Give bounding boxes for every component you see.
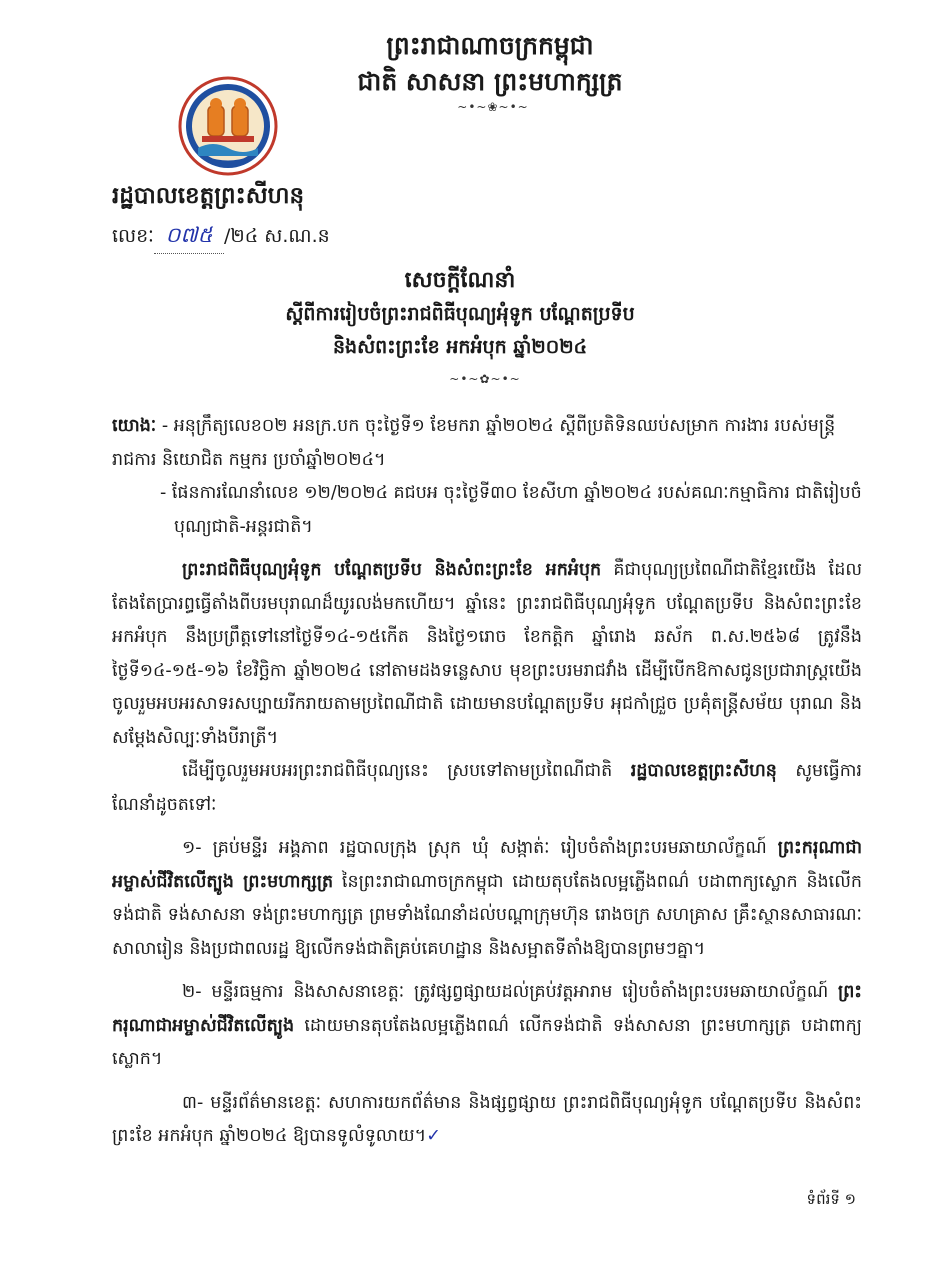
item-2-bold: ព្រះករុណាជាអម្ចាស់ជីវិតលើត្បូង: [112, 982, 862, 1036]
reference-item: - ផែនការណែនាំលេខ ១២/២០២៤ គជបអ ចុះថ្ងៃទី៣០ ខែសីហា ឆ្នាំ២០២៤ របស់គណៈកម្មាធិការ ជាតិរៀបចំបុណ្យជាតិ-អន្តរជាតិ។: [160, 483, 862, 537]
item-3-text: ៣- មន្ទីរព័ត៌មានខេត្តៈ សហការយកព័ត៌មាន និងផ្សព្វផ្សាយ ព្រះរាជពិធីបុណ្យអុំទូក បណ្តែតប្រទីប និងសំពះព្រះខែ អកអំបុក ឆ្នាំ២០២៤ ឱ្យបានទូលំទូលាយ។: [112, 1092, 862, 1146]
intro-bold: ព្រះរាជពិធីបុណ្យអុំទូក បណ្តែតប្រទីប និងសំពះព្រះខែ អកអំបុក: [182, 560, 602, 580]
initial-signature-mark: ✓: [426, 1126, 441, 1146]
intro-paragraph: [112, 554, 862, 755]
page-number: ទំព័រទី ១: [806, 1190, 856, 1208]
item-1-bold: ព្រះករុណាជាអម្ចាស់ជីវិតលើត្បូង ព្រះមហាក្សត្រ: [112, 838, 862, 892]
document-body: [112, 410, 862, 1154]
instruction-item-2: [112, 976, 862, 1077]
references-label: យោងៈ: [112, 416, 157, 436]
document-title: [200, 262, 720, 364]
handwritten-ref-number: ០៧៥: [154, 222, 224, 254]
instruction-item-3: [112, 1087, 862, 1154]
ref-prefix: លេខៈ: [112, 225, 154, 247]
title-subject: ស្តីពីការរៀបចំព្រះរាជពិធីបុណ្យអុំទូក បណ្តែតប្រទីប: [285, 303, 635, 325]
title-subject-cont: និងសំពះព្រះខែ អកអំបុក ឆ្នាំ២០២៤: [332, 336, 588, 358]
national-motto: ជាតិ សាសនា ព្រះមហាក្សត្រ: [357, 67, 623, 96]
provincial-seal-logo: [178, 76, 278, 176]
instruction-lead-paragraph: [112, 755, 862, 822]
lead-text: ដើម្បីចូលរួមអបអរព្រះរាជពិធីបុណ្យនេះ ស្របទៅតាមប្រពៃណីជាតិ: [182, 761, 631, 781]
title-main: សេចក្តីណែនាំ: [404, 267, 516, 293]
ref-suffix: /២៤ ស.ណ.ន: [223, 225, 330, 247]
item-1-text: ១- គ្រប់មន្ទីរ អង្គភាព រដ្ឋបាលក្រុង ស្រុក ឃុំ សង្កាត់ៈ រៀបចំតាំងព្រះបរមឆាយាល័ក្ខណ៍: [182, 838, 778, 858]
reference-number-line: [112, 222, 330, 254]
references-block: [112, 410, 862, 544]
header-ornament: ~•~❀~•~: [457, 100, 529, 114]
reference-item: - អនុក្រឹត្យលេខ០២ អនក្រ.បក ចុះថ្ងៃទី១ ខែមករា ឆ្នាំ២០២៤ ស្តីពីប្រតិទិនឈប់សម្រាក ការងារ របស់មន្ត្រីរាជការ និយោជិត កម្មករ ប្រចាំឆ្នាំ២០២៤។: [112, 416, 836, 470]
item-2-text-end: ដោយមានតុបតែងលម្អភ្លើងពណ៌ លើកទង់ជាតិ ទង់សាសនា ព្រះមហាក្សត្រ បដាពាក្យស្លោក។: [112, 1015, 862, 1069]
title-ornament: ~•~✿~•~: [449, 372, 521, 386]
lead-authority: រដ្ឋបាលខេត្តព្រះសីហនុ: [630, 761, 777, 781]
intro-text: គឺជាបុណ្យប្រពៃណីជាតិខ្មែរយើង ដែលតែងតែប្រារព្ធធ្វើតាំងពីបរមបុរាណដ៏យូរលង់មកហើយ។ ឆ្នាំនេះ ព្រះរាជពិធីបុណ្យអុំទូក បណ្តែតប្រទីប និងសំពះព្រះខែ អកអំបុក នឹងប្រព្រឹត្តទៅនៅថ្ងៃទី១៤-១៥កើត និងថ្ងៃ១រោច ខែកត្តិក ឆ្នាំរោង ឆស័ក ព.ស.២៥៦៨ ត្រូវនឹងថ្ងៃទី១៤-១៥-១៦ ខែវិច្ឆិកា ឆ្នាំ២០២៤ នៅតាមដងទន្លេសាប មុខព្រះបរមរាជវាំង ដើម្បីបើកឱកាសជូនប្រជារាស្រ្តយើងចូលរួមអបអរសាទរសប្បាយរីករាយតាមប្រពៃណីជាតិ ដោយមានបណ្តែតប្រទីប អុជកាំជ្រួច ប្រគុំតន្ត្រីសម័យ បុរាណ និងសម្តែងសិល្បៈទាំងបីរាត្រី។: [112, 560, 862, 748]
issuing-authority: រដ្ឋបាលខេត្តព្រះសីហនុ: [112, 182, 305, 209]
instruction-item-1: [112, 832, 862, 966]
item-1-text-end: នៃព្រះរាជាណាចក្រកម្ពុជា ដោយតុបតែងលម្អភ្លើងពណ៌ បដាពាក្យស្លោក និងលើកទង់ជាតិ ទង់សាសនា ទង់ព្រះមហាក្សត្រ ព្រមទាំងណែនាំដល់បណ្តាក្រុមហ៊ុន រោងចក្រ សហគ្រាស គ្រឹះស្ថានសាធារណៈ សាលារៀន និងប្រជាពលរដ្ឋ ឱ្យលើកទង់ជាតិគ្រប់គេហដ្ឋាន និងសម្អាតទីតាំងឱ្យបានព្រមៗគ្នា។: [112, 871, 862, 959]
item-2-text: ២- មន្ទីរធម្មការ និងសាសនាខេត្តៈ ត្រូវផ្សព្វផ្សាយដល់គ្រប់វត្តអារាម រៀបចំតាំងព្រះបរមឆាយាល័ក្ខណ៍: [182, 982, 838, 1002]
national-header: [300, 28, 680, 100]
lead-text-end: សូមធ្វើការណែនាំដូចតទៅៈ: [112, 761, 862, 815]
kingdom-title: ព្រះរាជាណាចក្រកម្ពុជា: [386, 31, 594, 60]
